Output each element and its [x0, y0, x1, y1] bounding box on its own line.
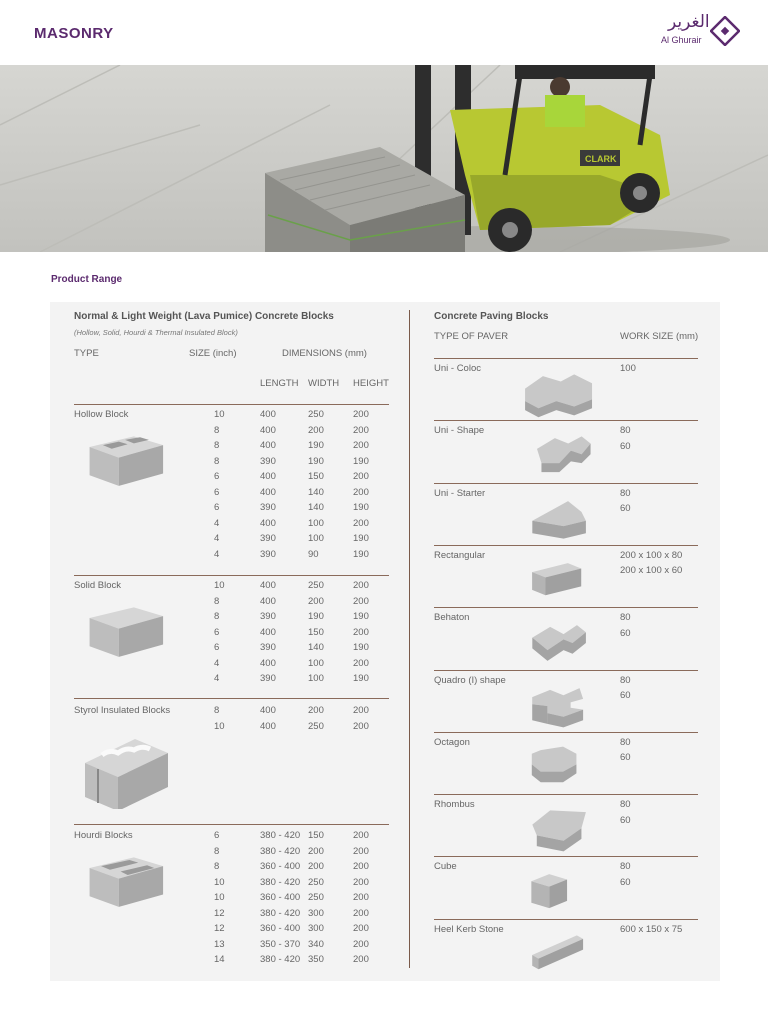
paver-work-size: 80 [620, 674, 631, 686]
width-cell: 200 [308, 861, 324, 872]
height-cell: 200 [353, 830, 369, 841]
octagon-paver-icon [524, 743, 586, 793]
length-cell: 400 [260, 595, 276, 607]
paver-type-name: Uni - Coloc [434, 363, 481, 374]
width-cell: 150 [308, 471, 324, 482]
width-cell: 200 [308, 705, 324, 716]
height-cell: 200 [353, 923, 369, 934]
size-cell: 6 [214, 626, 220, 638]
hourdi-block-icon [80, 852, 170, 914]
width-cell: 250 [308, 876, 324, 888]
width-cell: 190 [308, 440, 324, 451]
paver-work-size: 60 [620, 876, 631, 888]
concrete-blocks-title: Normal & Light Weight (Lava Pumice) Concrete Blocks [74, 311, 334, 322]
width-cell: 200 [308, 845, 324, 857]
paver-type-name: Cube [434, 861, 457, 873]
height-cell: 190 [353, 533, 369, 544]
header-rule [74, 404, 389, 405]
header-work-size: WORK SIZE (mm) [620, 331, 699, 342]
group-rule [74, 824, 389, 825]
section-title: Product Range [51, 274, 123, 285]
height-cell: 200 [353, 471, 369, 482]
height-cell: 200 [353, 440, 369, 451]
heel-kerb-stone-paver-icon [524, 930, 594, 980]
height-cell: 200 [353, 657, 369, 669]
width-cell: 100 [308, 533, 324, 544]
length-cell: 380 - 420 [260, 907, 301, 919]
logo-arabic-text: الغرير [668, 12, 710, 32]
width-cell: 100 [308, 673, 324, 684]
length-cell: 400 [260, 440, 276, 451]
size-cell: 12 [214, 907, 225, 919]
paver-type-name: Rectangular [434, 549, 486, 561]
solid-block-icon [80, 602, 170, 664]
block-type-name: Styrol Insulated Blocks [74, 705, 171, 716]
height-cell: 190 [353, 673, 369, 684]
block-type-name: Solid Block [74, 580, 121, 591]
height-cell: 200 [353, 424, 369, 436]
block-type-name: Hollow Block [74, 409, 129, 420]
length-cell: 390 [260, 673, 276, 684]
length-cell: 400 [260, 409, 276, 420]
paver-type-name: Rhombus [434, 799, 475, 811]
paver-work-size: 80 [620, 612, 631, 624]
length-cell: 360 - 400 [260, 892, 301, 903]
rhombus-paver-icon [524, 805, 596, 855]
length-cell: 400 [260, 517, 276, 529]
forklift-hero-image [0, 65, 768, 252]
paver-type-name: Uni - Starter [434, 487, 486, 499]
height-cell: 190 [353, 548, 369, 560]
group-rule [74, 698, 389, 699]
block-type-name: Hourdi Blocks [74, 830, 133, 841]
size-cell: 14 [214, 954, 225, 965]
height-cell: 200 [353, 861, 369, 872]
width-cell: 300 [308, 923, 324, 934]
size-cell: 10 [214, 580, 225, 591]
height-cell: 200 [353, 580, 369, 591]
paving-blocks-title: Concrete Paving Blocks [434, 311, 549, 322]
paver-work-size: 80 [620, 736, 631, 748]
size-cell: 6 [214, 486, 220, 498]
column-divider [409, 310, 410, 968]
width-cell: 250 [308, 720, 324, 732]
diamond-logo-icon [710, 16, 740, 46]
paver-type-name: Behaton [434, 612, 470, 624]
width-cell: 200 [308, 595, 324, 607]
height-cell: 200 [353, 876, 369, 888]
paver-rule [434, 856, 698, 857]
logo-english-text: Al Ghurair [661, 35, 702, 45]
size-cell: 4 [214, 517, 220, 529]
paver-work-size: 60 [620, 503, 631, 515]
header-size: SIZE (inch) [189, 348, 237, 359]
width-cell: 90 [308, 548, 319, 560]
paver-work-size: 60 [620, 690, 631, 701]
height-cell: 200 [353, 595, 369, 607]
size-cell: 13 [214, 938, 225, 950]
height-cell: 190 [353, 455, 369, 467]
quadro-shape-paver-icon [524, 681, 594, 731]
paver-work-size: 80 [620, 425, 631, 437]
header-paver-type: TYPE OF PAVER [434, 331, 509, 342]
uni-starter-paver-icon [524, 494, 596, 544]
paver-rule [434, 358, 698, 359]
width-cell: 200 [308, 424, 324, 436]
size-cell: 4 [214, 673, 220, 684]
height-cell: 190 [353, 611, 369, 622]
length-cell: 390 [260, 455, 276, 467]
width-cell: 150 [308, 830, 324, 841]
width-cell: 250 [308, 580, 324, 591]
width-cell: 190 [308, 611, 324, 622]
height-cell: 200 [353, 720, 369, 732]
height-cell: 190 [353, 642, 369, 653]
paver-rule [434, 545, 698, 546]
paver-work-size: 60 [620, 814, 631, 826]
uni-coloc-paver-icon [516, 369, 602, 419]
length-cell: 380 - 420 [260, 876, 301, 888]
size-cell: 4 [214, 533, 220, 544]
concrete-blocks-subtitle: (Hollow, Solid, Hourdi & Thermal Insulated Block) [74, 328, 238, 337]
size-cell: 10 [214, 892, 225, 903]
length-cell: 380 - 420 [260, 954, 301, 965]
height-cell: 200 [353, 409, 369, 420]
length-cell: 380 - 420 [260, 830, 301, 841]
size-cell: 8 [214, 455, 220, 467]
width-cell: 250 [308, 892, 324, 903]
width-cell: 140 [308, 642, 324, 653]
size-cell: 10 [214, 876, 225, 888]
paver-work-size: 80 [620, 799, 631, 811]
height-cell: 200 [353, 626, 369, 638]
size-cell: 6 [214, 471, 220, 482]
length-cell: 400 [260, 720, 276, 732]
svg-text:CLARK: CLARK [585, 154, 617, 164]
paver-type-name: Octagon [434, 736, 470, 748]
paver-rule [434, 670, 698, 671]
size-cell: 4 [214, 548, 220, 560]
page-title: MASONRY [34, 25, 114, 42]
styrol-block-icon [80, 727, 170, 809]
size-cell: 12 [214, 923, 225, 934]
paver-work-size: 80 [620, 861, 631, 873]
length-cell: 400 [260, 471, 276, 482]
width-cell: 150 [308, 626, 324, 638]
size-cell: 8 [214, 424, 220, 436]
paver-work-size: 80 [620, 487, 631, 499]
header-length: LENGTH [260, 378, 299, 389]
length-cell: 390 [260, 548, 276, 560]
width-cell: 190 [308, 455, 324, 467]
height-cell: 200 [353, 517, 369, 529]
paver-work-size: 60 [620, 752, 631, 764]
length-cell: 350 - 370 [260, 938, 301, 950]
width-cell: 300 [308, 907, 324, 919]
size-cell: 6 [214, 502, 220, 513]
width-cell: 350 [308, 954, 324, 965]
size-cell: 8 [214, 861, 220, 872]
size-cell: 8 [214, 611, 220, 622]
paver-type-name: Quadro (I) shape [434, 674, 506, 686]
size-cell: 10 [214, 720, 225, 732]
size-cell: 4 [214, 657, 220, 669]
paver-work-size: 60 [620, 440, 631, 452]
height-cell: 200 [353, 845, 369, 857]
cube-paver-icon [524, 867, 578, 917]
size-cell: 6 [214, 642, 220, 653]
rectangular-paver-icon [524, 556, 592, 606]
height-cell: 200 [353, 892, 369, 903]
length-cell: 400 [260, 424, 276, 436]
header-type: TYPE [74, 348, 99, 359]
height-cell: 190 [353, 502, 369, 513]
length-cell: 400 [260, 705, 276, 716]
width-cell: 340 [308, 938, 324, 950]
size-cell: 8 [214, 845, 220, 857]
size-cell: 8 [214, 705, 220, 716]
paver-type-name: Uni - Shape [434, 425, 485, 437]
paver-work-size: 60 [620, 627, 631, 639]
width-cell: 250 [308, 409, 324, 420]
size-cell: 8 [214, 440, 220, 451]
paver-work-size: 200 x 100 x 60 [620, 565, 683, 577]
header-width: WIDTH [308, 378, 340, 389]
length-cell: 400 [260, 626, 276, 638]
width-cell: 100 [308, 517, 324, 529]
uni-shape-paver-icon [524, 431, 600, 481]
length-cell: 360 - 400 [260, 861, 301, 872]
size-cell: 6 [214, 830, 220, 841]
length-cell: 390 [260, 642, 276, 653]
paver-rule [434, 420, 698, 421]
width-cell: 140 [308, 486, 324, 498]
behaton-paver-icon [524, 618, 596, 668]
length-cell: 400 [260, 657, 276, 669]
height-cell: 200 [353, 907, 369, 919]
width-cell: 100 [308, 657, 324, 669]
width-cell: 140 [308, 502, 324, 513]
paver-work-size: 200 x 100 x 80 [620, 549, 683, 561]
length-cell: 400 [260, 486, 276, 498]
length-cell: 380 - 420 [260, 845, 301, 857]
paver-rule [434, 919, 698, 920]
length-cell: 400 [260, 580, 276, 591]
length-cell: 360 - 400 [260, 923, 301, 934]
paver-rule [434, 794, 698, 795]
hollow-block-icon [80, 431, 170, 493]
paver-rule [434, 607, 698, 608]
group-rule [74, 575, 389, 576]
length-cell: 390 [260, 611, 276, 622]
company-logo [658, 12, 744, 54]
length-cell: 390 [260, 502, 276, 513]
size-cell: 8 [214, 595, 220, 607]
height-cell: 200 [353, 938, 369, 950]
paver-work-size: 600 x 150 x 75 [620, 923, 683, 935]
paver-rule [434, 483, 698, 484]
height-cell: 200 [353, 486, 369, 498]
header-dimensions: DIMENSIONS (mm) [282, 348, 367, 359]
paver-type-name: Heel Kerb Stone [434, 923, 504, 935]
height-cell: 200 [353, 705, 369, 716]
size-cell: 10 [214, 409, 225, 420]
paver-work-size: 100 [620, 363, 636, 374]
height-cell: 200 [353, 954, 369, 965]
paver-rule [434, 732, 698, 733]
length-cell: 390 [260, 533, 276, 544]
header-height: HEIGHT [353, 378, 389, 389]
